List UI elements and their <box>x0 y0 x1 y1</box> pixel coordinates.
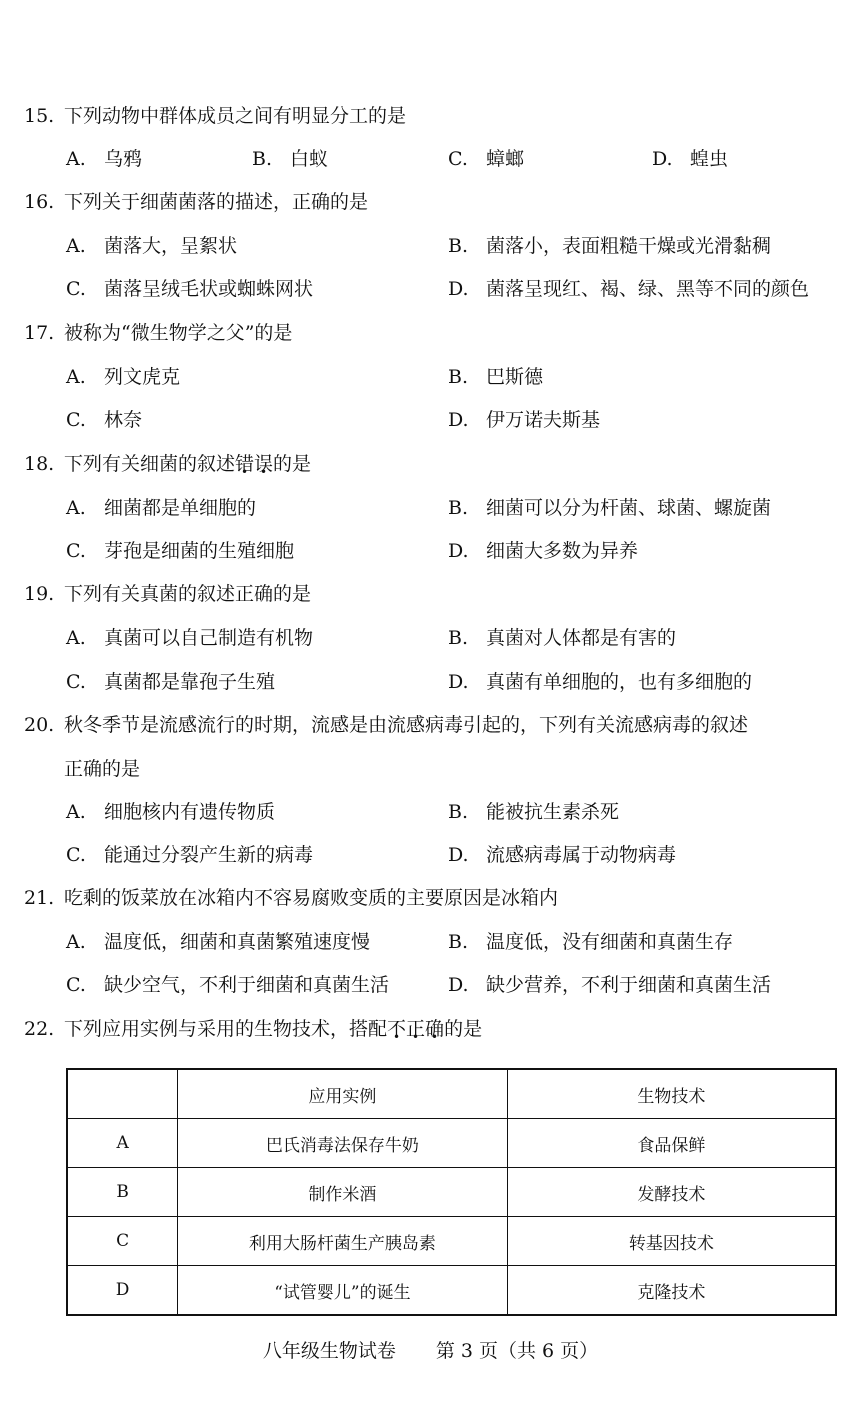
option-text: 林奈 <box>104 409 143 431</box>
question-text: 秋冬季节是流感流行的时期，流感是由流感病毒引起的，下列有关流感病毒的叙述 <box>64 714 749 736</box>
option-letter: C. <box>66 409 86 431</box>
option-text: 真菌对人体都是有害的 <box>486 627 677 649</box>
question-number: 19. <box>24 583 55 605</box>
option-text: 能通过分裂产生新的病毒 <box>104 844 314 866</box>
option-letter: C. <box>66 974 86 996</box>
option-letter: A. <box>66 148 86 170</box>
table-row <box>67 1168 836 1217</box>
option-letter: B. <box>448 497 469 519</box>
question-number: 17. <box>24 322 55 344</box>
question-number: 20. <box>24 714 55 736</box>
option-letter: B. <box>252 148 273 170</box>
question-text-before: 下列有关细菌的叙述 <box>64 453 236 475</box>
table-cell-example: “试管婴儿”的诞生 <box>178 1266 508 1316</box>
question-22 <box>24 1017 482 1041</box>
option-letter: C. <box>448 148 468 170</box>
option-16-d <box>448 277 809 301</box>
option-20-c <box>66 843 313 867</box>
option-letter: C. <box>66 278 86 300</box>
option-text: 乌鸦 <box>104 148 143 170</box>
option-15-b <box>252 147 328 171</box>
option-letter: D. <box>448 671 469 693</box>
option-19-a <box>66 626 313 650</box>
option-21-b <box>448 930 733 954</box>
option-text: 菌落呈现红、褐、绿、黑等不同的颜色 <box>486 278 810 300</box>
option-letter: A. <box>66 801 86 823</box>
option-19-b <box>448 626 676 650</box>
option-20-a <box>66 800 275 824</box>
question-number: 22. <box>24 1018 55 1040</box>
emphasis-char: 误 <box>254 453 274 475</box>
table-cell-example: 巴氏消毒法保存牛奶 <box>178 1119 508 1168</box>
question-text: 下列有关真菌的叙述正确的是 <box>64 583 312 605</box>
option-19-d <box>448 670 752 694</box>
page-number: 第 3 页（共 6 页） <box>435 1340 599 1362</box>
option-21-d <box>448 973 771 997</box>
question-15 <box>24 104 406 128</box>
option-15-c <box>448 147 524 171</box>
option-16-c <box>66 277 313 301</box>
option-letter: C. <box>66 844 86 866</box>
question-text: 下列动物中群体成员之间有明显分工的是 <box>64 105 407 127</box>
question-number: 21. <box>24 887 55 909</box>
option-text: 温度低，细菌和真菌繁殖速度慢 <box>104 931 371 953</box>
table-header-cell: 生物技术 <box>507 1069 836 1119</box>
table-row <box>67 1119 836 1168</box>
option-text: 细胞核内有遗传物质 <box>104 801 276 823</box>
question-16 <box>24 190 368 214</box>
option-letter: D. <box>448 974 469 996</box>
question-text-before: 下列应用实例与采用的生物技术，搭配 <box>64 1018 388 1040</box>
question-19 <box>24 582 311 606</box>
question-20-continuation: 正确的是 <box>64 758 141 780</box>
table-cell-label: D <box>67 1266 178 1316</box>
question-17 <box>24 321 292 345</box>
option-text: 蟑螂 <box>486 148 525 170</box>
table-cell-technology: 发酵技术 <box>507 1168 836 1217</box>
question-20 <box>24 713 748 737</box>
option-letter: D. <box>448 278 469 300</box>
option-15-d <box>652 147 728 171</box>
option-18-c <box>66 539 294 563</box>
option-text: 真菌有单细胞的，也有多细胞的 <box>486 671 753 693</box>
option-18-d <box>448 539 638 563</box>
question-text: 被称为“微生物学之父”的是 <box>64 322 293 344</box>
emphasis-char: 错 <box>235 453 255 475</box>
option-letter: A. <box>66 627 86 649</box>
question-text-after: 的是 <box>273 453 312 475</box>
table-row <box>67 1266 836 1316</box>
table-row <box>67 1217 836 1266</box>
table-cell-technology: 转基因技术 <box>507 1217 836 1266</box>
option-17-d <box>448 408 600 432</box>
question-text-after: 的是 <box>444 1018 483 1040</box>
emphasis-char: 确 <box>425 1018 445 1040</box>
option-text: 菌落呈绒毛状或蜘蛛网状 <box>104 278 314 300</box>
table-cell-example: 利用大肠杆菌生产胰岛素 <box>178 1217 508 1266</box>
option-20-d <box>448 843 676 867</box>
option-text: 细菌大多数为异养 <box>486 540 639 562</box>
question-number: 15. <box>24 105 55 127</box>
table-cell-label: A <box>67 1119 178 1168</box>
option-text: 巴斯德 <box>486 366 544 388</box>
option-letter: D. <box>448 540 469 562</box>
option-16-b <box>448 234 771 258</box>
option-text: 伊万诺夫斯基 <box>486 409 601 431</box>
option-18-a <box>66 496 256 520</box>
option-text: 缺少营养，不利于细菌和真菌生活 <box>486 974 772 996</box>
table-cell-example: 制作米酒 <box>178 1168 508 1217</box>
option-text: 真菌都是靠孢子生殖 <box>104 671 276 693</box>
technology-table <box>66 1068 837 1316</box>
option-text: 温度低，没有细菌和真菌生存 <box>486 931 734 953</box>
question-18 <box>24 452 311 476</box>
option-18-b <box>448 496 771 520</box>
option-letter: B. <box>448 801 469 823</box>
option-text: 菌落小，表面粗糙干燥或光滑黏稠 <box>486 235 772 257</box>
question-21 <box>24 886 558 910</box>
table-cell-label: B <box>67 1168 178 1217</box>
question-number: 18. <box>24 453 55 475</box>
option-letter: C. <box>66 540 86 562</box>
table-cell-technology: 克隆技术 <box>507 1266 836 1316</box>
question-text: 吃剩的饭菜放在冰箱内不容易腐败变质的主要原因是冰箱内 <box>64 887 559 909</box>
emphasis-char: 正 <box>406 1018 426 1040</box>
option-text: 芽孢是细菌的生殖细胞 <box>104 540 295 562</box>
option-text: 列文虎克 <box>104 366 181 388</box>
page-footer <box>0 1336 861 1363</box>
option-21-a <box>66 930 370 954</box>
option-20-b <box>448 800 619 824</box>
exam-title: 八年级生物试卷 <box>262 1340 396 1362</box>
option-17-c <box>66 408 142 432</box>
option-21-c <box>66 973 389 997</box>
option-text: 流感病毒属于动物病毒 <box>486 844 677 866</box>
option-text: 细菌可以分为杆菌、球菌、螺旋菌 <box>486 497 772 519</box>
option-letter: A. <box>66 931 86 953</box>
option-letter: A. <box>66 497 86 519</box>
option-letter: D. <box>652 148 673 170</box>
option-16-a <box>66 234 237 258</box>
option-letter: C. <box>66 671 86 693</box>
option-15-a <box>66 147 142 171</box>
table-header-cell <box>67 1069 178 1119</box>
option-19-c <box>66 670 275 694</box>
option-text: 细菌都是单细胞的 <box>104 497 257 519</box>
table-header-cell: 应用实例 <box>178 1069 508 1119</box>
option-text: 真菌可以自己制造有机物 <box>104 627 314 649</box>
option-text: 能被抗生素杀死 <box>486 801 620 823</box>
option-text: 缺少空气，不利于细菌和真菌生活 <box>104 974 390 996</box>
option-letter: B. <box>448 931 469 953</box>
option-text: 白蚁 <box>290 148 329 170</box>
question-number: 16. <box>24 191 55 213</box>
table-cell-label: C <box>67 1217 178 1266</box>
table-header-row <box>67 1069 836 1119</box>
option-text: 蝗虫 <box>690 148 729 170</box>
option-letter: B. <box>448 366 469 388</box>
option-17-a <box>66 365 180 389</box>
option-letter: B. <box>448 235 469 257</box>
emphasis-char: 不 <box>387 1018 407 1040</box>
option-text: 菌落大，呈絮状 <box>104 235 238 257</box>
option-letter: D. <box>448 409 469 431</box>
option-letter: B. <box>448 627 469 649</box>
table-cell-technology: 食品保鲜 <box>507 1119 836 1168</box>
option-letter: A. <box>66 235 86 257</box>
option-letter: A. <box>66 366 86 388</box>
option-17-b <box>448 365 543 389</box>
question-text: 下列关于细菌菌落的描述，正确的是 <box>64 191 369 213</box>
option-letter: D. <box>448 844 469 866</box>
